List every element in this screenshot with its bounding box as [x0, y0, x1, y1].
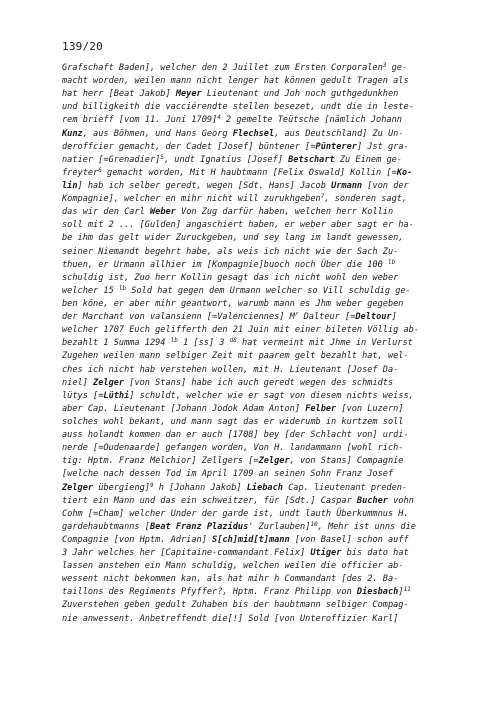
text-segment: [von Stans] habe ich auch geredt wegen des schmidts: [124, 377, 394, 388]
name-emphasis: lin: [62, 180, 78, 191]
text-line: [62, 613, 462, 626]
text-line: [62, 128, 462, 141]
text-segment: , aus Böhmen, und Hans Georg: [82, 128, 233, 139]
text-line: [62, 272, 462, 285]
text-segment: hat vermeint mit Jhme in Verlurst: [236, 338, 413, 349]
text-segment: hat herr [Beat Jakob]: [62, 89, 176, 100]
name-emphasis: Urmann: [331, 180, 363, 191]
name-emphasis: Utiger: [310, 548, 342, 559]
text-segment: bezahlt 1 Summa 1294: [62, 338, 171, 349]
name-emphasis: Bucher: [356, 495, 388, 506]
text-segment: [von der: [362, 180, 409, 191]
text-line: [62, 141, 462, 154]
footnote-marker: 4: [217, 114, 221, 122]
text-line: [62, 534, 462, 547]
text-line: [62, 311, 462, 324]
text-segment: ] hab ich selber geredt, wegen [Sdt. Hans] Jacob: [77, 180, 332, 191]
name-emphasis: Flechsel: [232, 128, 275, 139]
text-segment: bis dato hat: [341, 548, 409, 559]
footnote-marker: 10: [310, 520, 318, 528]
text-segment: das wir den Carl: [62, 207, 150, 218]
name-emphasis: Weber: [149, 207, 176, 218]
name-emphasis: Zelger: [258, 456, 290, 467]
text-segment: Cohm [=Cham] welcher Under der garde ist, undt lauth Überkummnus H.: [62, 508, 409, 519]
text-segment: auss holandt kommen dan er auch [1708] bey [der Schlacht von] urdi-: [62, 430, 409, 441]
name-emphasis: Beat Franz Plazidus: [149, 521, 249, 532]
text-line: [62, 573, 462, 586]
footnote-marker: 3: [382, 62, 387, 69]
text-segment: übergieng]: [93, 482, 150, 493]
text-segment: thuen, er Urmann allhier im [Kompagnie]buoch noch Über die 100: [62, 259, 388, 270]
text-line: [62, 495, 462, 508]
text-segment: , von Stans] Compagnie: [289, 456, 404, 467]
text-line: [62, 455, 462, 468]
name-emphasis: Ko-: [396, 167, 413, 178]
text-line: [62, 429, 462, 442]
text-line: [62, 88, 462, 101]
text-line: [62, 350, 462, 363]
text-segment: Sold hat gegen dem Urmann welcher so Vill schuldig ge-: [126, 285, 411, 296]
text-line: [62, 364, 462, 377]
text-line: [62, 246, 462, 259]
text-segment: ]: [391, 312, 397, 323]
text-line: [62, 193, 462, 206]
text-line: [62, 324, 462, 337]
name-emphasis: Zelger: [93, 377, 125, 388]
text-segment: [welche nach dessen Tod im April 1709 an seinen Sohn Franz Josef: [62, 469, 394, 480]
text-line: [62, 75, 462, 88]
text-segment: rem brieff [vom 11. Juni 1709]: [62, 115, 218, 126]
text-line: [62, 508, 462, 521]
text-segment: ge-: [386, 63, 408, 73]
text-segment: und billigkeith die vacciérendte stellen besezet, undt die in leste-: [62, 102, 414, 113]
text-segment: niel]: [62, 377, 94, 388]
text-line: [62, 390, 462, 403]
text-segment: ] Jst gra-: [356, 141, 409, 152]
text-segment: Von Zug darfür haben, welchen herr Kollin: [175, 207, 394, 218]
text-segment: Zu Einem ge-: [334, 154, 402, 165]
text-segment: der Marchant von valansienn [=Valenciennes] M: [62, 312, 295, 323]
text-segment: , undt Ignatius [Josef]: [163, 154, 289, 165]
text-line: [62, 560, 462, 573]
text-segment: tig: Hptm. Franz Melchior] Zellgers [=: [62, 456, 259, 467]
text-segment: nie anwessent. Anbetreffendt die[!] Sold [von Unteroffizier Karl]: [62, 613, 399, 624]
text-line: [62, 337, 462, 350]
text-line: [62, 547, 462, 560]
name-emphasis: Kunz: [62, 128, 83, 139]
text-segment: ches ich nicht hab verstehen wollen, mit H. Lieutenant [Josef Da-: [62, 364, 399, 375]
text-line: [62, 206, 462, 219]
footnote-marker: 9: [149, 481, 154, 489]
text-segment: 2 gemelte Teütsche [nämlich Johann: [220, 115, 402, 126]
text-segment: gemacht worden, Mit H haubtmann [Felix Oswald] Kollin [=: [101, 167, 397, 178]
text-segment: schuldig ist, Zuo herr Kollin gesagt das ich nicht wohl den weber: [62, 272, 399, 283]
text-segment: taillons des Regiments Pfyffer?, Hptm. Franz Philipp von: [62, 587, 357, 598]
name-emphasis: Pünterer: [315, 141, 357, 152]
text-segment: gardehaubtmanns [: [62, 521, 150, 532]
text-segment: h [Johann Jakob]: [153, 482, 247, 493]
text-line: [62, 180, 462, 193]
text-segment: lassen anstehen ein Mann schuldig, welchen weilen die officier ab-: [62, 561, 404, 572]
text-line: [62, 259, 462, 272]
text-line: [62, 114, 462, 127]
text-segment: ]: [398, 587, 404, 598]
text-segment: Grafschaft Baden], welcher den 2 Juillet zum Ersten Corporalen: [62, 63, 383, 73]
name-emphasis: Meyer: [175, 89, 202, 100]
text-segment: Zugehen weilen mann selbiger Zeit mit paarem gelt bezahlt hat, wel-: [62, 351, 409, 362]
name-emphasis: S[ch]mid[t]mann: [212, 534, 290, 545]
text-segment: be ihm das gelt wider Zuruckgeben, und sey lang im landt gewessen,: [62, 233, 404, 244]
text-segment: , aus Deutschland] Zu Un-: [274, 128, 404, 139]
text-line: [62, 62, 462, 75]
text-segment: lütys [=: [62, 390, 104, 401]
text-segment: freyter: [62, 167, 99, 178]
footnote-marker: 6: [98, 166, 102, 174]
text-line: [62, 416, 462, 429]
footnote-marker: lb: [387, 258, 396, 266]
footnote-marker: lb: [170, 337, 178, 345]
name-emphasis: Felber: [305, 403, 337, 414]
text-segment: Dalteur [=: [298, 312, 356, 323]
text-segment: 3 Jahr welches her [Capitaine-commandant Felix]: [62, 548, 311, 559]
name-emphasis: Betschart: [288, 154, 335, 165]
text-segment: tiert ein Mann und das ein schweitzer, für [Sdt.] Caspar: [62, 495, 357, 506]
text-segment: 1 [ss] 3: [177, 338, 230, 349]
name-emphasis: Liebach: [246, 482, 283, 493]
text-line: [62, 167, 462, 180]
text-line: [62, 482, 462, 495]
text-line: [62, 298, 462, 311]
footnote-marker: d8: [229, 337, 237, 345]
footnote-marker: 7: [320, 193, 325, 201]
text-segment: Cap. lieutenant preden-: [282, 482, 408, 493]
page-number: 139/20: [62, 40, 103, 53]
text-segment: ' Zurlauben]: [248, 521, 311, 532]
text-segment: seiner Niemandt begehrt habe, als weis ich nicht wie der Sach Zu-: [62, 246, 399, 257]
name-emphasis: Lüthi: [103, 390, 130, 401]
text-segment: Compagnie [von Hptm. Adrian]: [62, 534, 213, 545]
text-line: [62, 599, 462, 612]
text-line: [62, 232, 462, 245]
text-segment: natier [=Grenadier]: [62, 154, 161, 165]
transcription-body: [62, 62, 462, 626]
text-segment: welcher 15: [62, 285, 119, 296]
text-segment: Kompagnie], welcher en mihr nicht will zurukhgeben: [62, 194, 321, 205]
text-segment: Zuverstehen geben gedult Zuhaben bis der haubtmann selbiger Compag-: [62, 600, 409, 611]
text-segment: aber Cap. Lieutenant [Johann Jodok Adam Anton]: [62, 403, 306, 414]
text-segment: deroffcier gemacht, der Cadet [Josef] büntener [=: [62, 141, 316, 152]
text-segment: soll mit 2 ... [Gulden] angaschiert haben, er weber aber sagt er ha-: [62, 220, 414, 231]
text-line: [62, 521, 462, 534]
text-line: [62, 219, 462, 232]
footnote-marker: 5: [160, 153, 164, 161]
footnote-marker: lb: [118, 284, 127, 292]
text-segment: solches wohl bekant, und mann sagt das er widerumb in kurtzem soll: [62, 416, 404, 427]
name-emphasis: Diesbach: [356, 587, 399, 598]
text-line: [62, 468, 462, 481]
text-line: [62, 377, 462, 390]
footnote-marker: 11: [403, 586, 411, 594]
text-line: [62, 285, 462, 298]
name-emphasis: Zelger: [62, 482, 94, 493]
name-emphasis: Deltour: [355, 312, 392, 323]
text-segment: macht worden, weilen mann nicht lenger hat können gedult Tragen als: [62, 76, 409, 87]
text-segment: nerde [=Oudenaarde] gefangen worden, Von H. landammann [wohl rich-: [62, 443, 404, 454]
footnote-marker: r: [294, 311, 299, 319]
text-line: [62, 586, 462, 599]
text-segment: [von Basel] schon auff: [289, 534, 409, 545]
text-segment: , sonderen sagt,: [324, 194, 408, 205]
text-segment: vohn: [387, 495, 414, 506]
text-segment: wessent nicht bekommen kan, als hat mihr h Commandant [des 2. Ba-: [62, 574, 399, 585]
text-line: [62, 154, 462, 167]
text-segment: ben köne, er aber mihr geantwort, warumb mann es Jhm weber gegeben: [62, 298, 404, 309]
text-line: [62, 101, 462, 114]
text-segment: ] schuldt, welcher wie er sagt von diesem nichts weiss,: [129, 390, 414, 401]
text-line: [62, 403, 462, 416]
text-segment: [von Luzern]: [336, 403, 404, 414]
text-segment: , Mehr ist unns die: [317, 521, 416, 532]
text-segment: welcher 1707 Euch gelifferth den 21 Juin mit einer bileten Völlig ab-: [62, 325, 419, 336]
text-line: [62, 442, 462, 455]
text-segment: Lieutenant und Joh noch guthgedunkhen: [201, 89, 399, 100]
